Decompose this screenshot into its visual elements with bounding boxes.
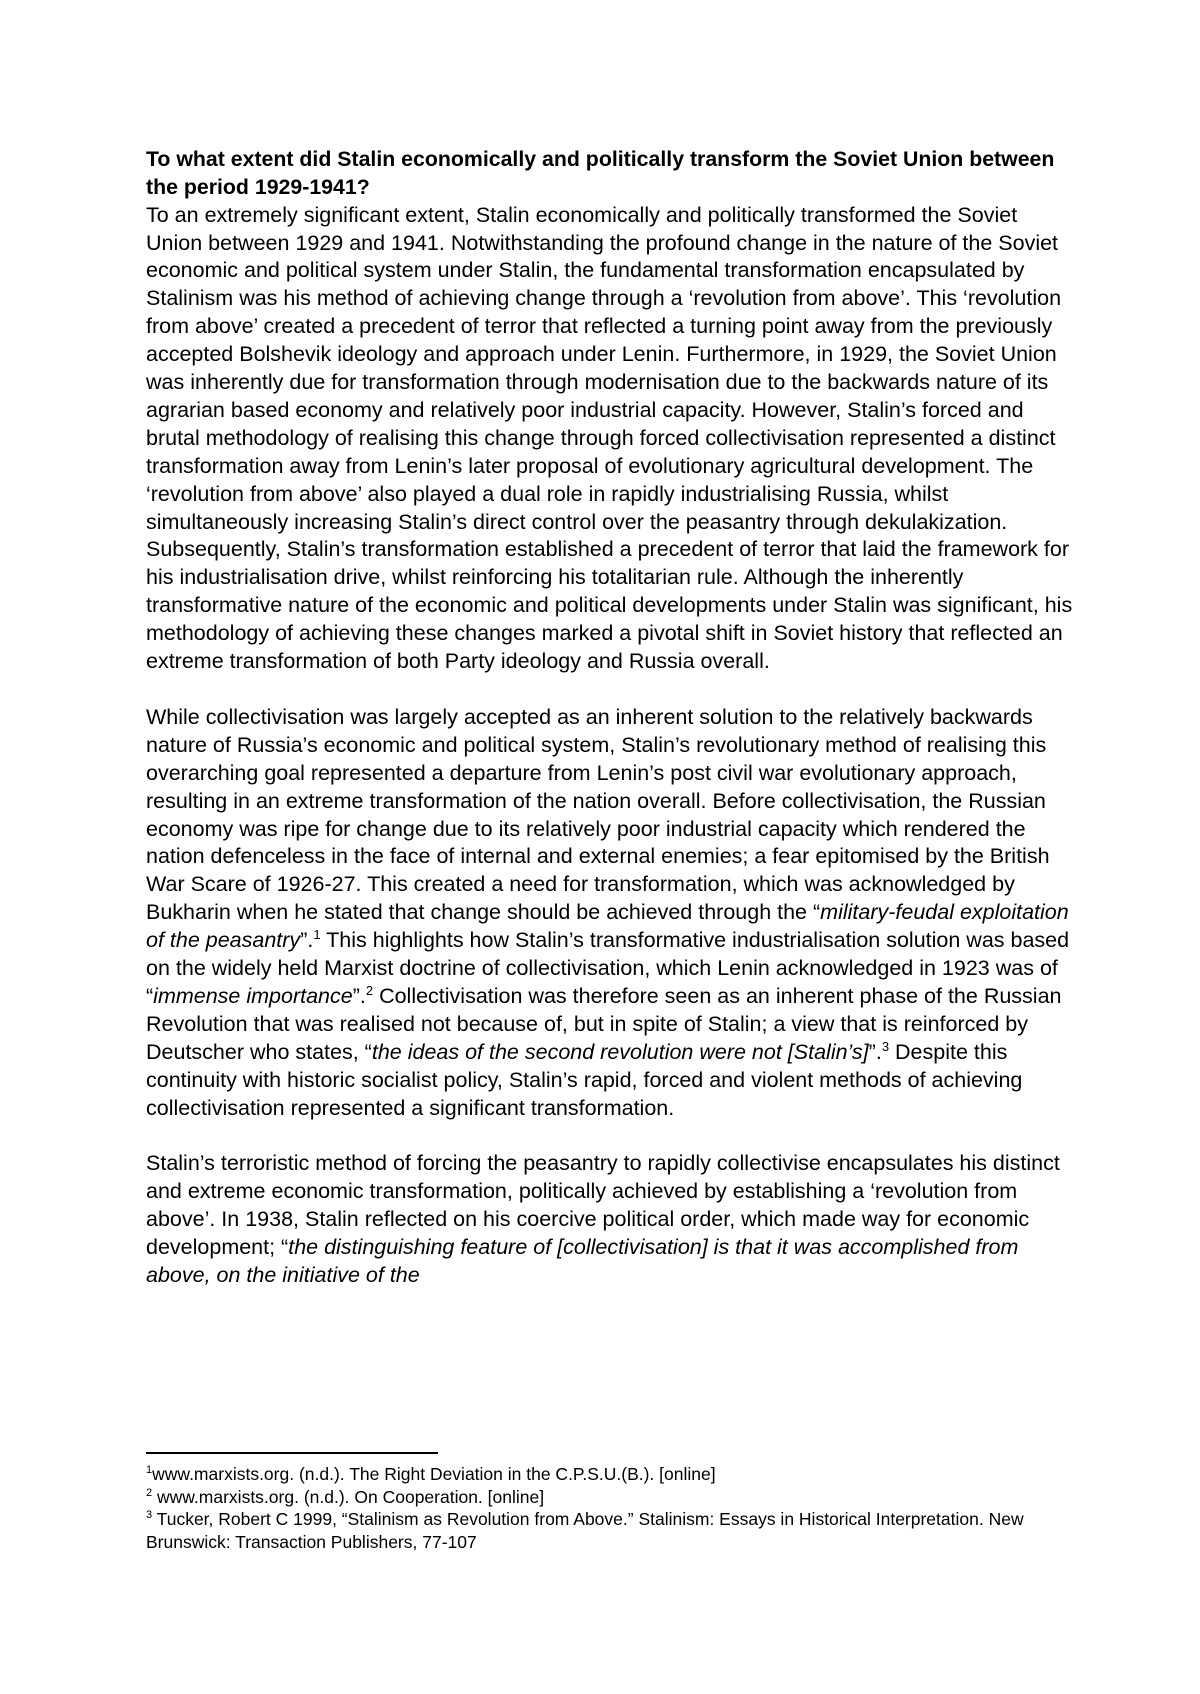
paragraph-text: Collectivisation was therefore seen as an inherent phase of the Russian Revolution that was realised not because of, but in spite of Stalin; a view that is reinforced by Deutscher who states, “ xyxy=(146,983,1062,1064)
footnote-number: 2 xyxy=(146,1486,153,1499)
paragraph-collectivisation xyxy=(146,704,1076,1123)
footnote-text: Tucker, Robert C 1999, “Stalinism as Revolution from Above.” Stalinism: Essays in Historical Interpretation. New Brunswick: Transaction Publishers, 77-107 xyxy=(146,1509,1024,1552)
footnote-1 xyxy=(146,1463,1076,1486)
paragraph-text: ”. xyxy=(352,983,366,1008)
quote-deutscher: the ideas of the second revolution were not [Stalin’s] xyxy=(371,1039,869,1064)
paragraph-spacer xyxy=(146,1122,1076,1150)
footnote-number: 3 xyxy=(146,1509,153,1522)
paragraph-text: This highlights how Stalin’s transformative industrialisation solution was based on the widely held Marxist doctrine of collectivisation, which Lenin acknowledged in 1923 was of “ xyxy=(146,928,1070,1008)
paragraph-intro: To an extremely significant extent, Stalin economically and politically transformed the Soviet Union between 1929 and 1941. Notwithstanding the profound change in the nature of the Soviet economic and political system under Stalin, the fundamental transformation encapsulated by Stalinism was his method of achieving change through a ‘revolution from above’. This ‘revolution from above’ created a precedent of terror that reflected a turning point away from the previously accepted Bolshevik ideology and approach under Lenin. Furthermore, in 1929, the Soviet Union was inherently due for transformation through modernisation due to the backwards nature of its agrarian based economy and relatively poor industrial capacity. However, Stalin’s forced and brutal methodology of realising this change through forced collectivisation represented a distinct transformation away from Lenin’s later proposal of evolutionary agricultural development. The ‘revolution from above’ also played a dual role in rapidly industrialising Russia, whilst simultaneously increasing Stalin’s direct control over the peasantry through dekulakization. Subsequently, Stalin’s transformation established a precedent of terror that laid the framework for his industrialisation drive, whilst reinforcing his totalitarian rule. Although the inherently transformative nature of the economic and political developments under Stalin was significant, his methodology of achieving these changes marked a pivotal shift in Soviet history that reflected an extreme transformation of both Party ideology and Russia overall. xyxy=(146,202,1073,674)
footnote-separator xyxy=(146,1452,438,1454)
paragraph-spacer xyxy=(146,676,1076,704)
footnote-2 xyxy=(146,1486,1076,1509)
paragraph-text: ”. xyxy=(868,1039,882,1064)
footnotes xyxy=(146,1463,1076,1553)
quote-bukharin: military-feudal exploitation of the peasantry xyxy=(146,900,1069,953)
footnote-ref-3: 3 xyxy=(881,1038,890,1054)
essay-title: To what extent did Stalin economically and politically transform the Soviet Union between the period 1929-1941? xyxy=(146,147,1055,199)
footnote-3 xyxy=(146,1508,1076,1553)
footnote-number: 1 xyxy=(146,1464,153,1477)
paragraph-text: Despite this continuity with historic socialist policy, Stalin’s rapid, forced and violent methods of achieving collectivisation represented a significant transformation. xyxy=(146,1039,1023,1120)
essay-body xyxy=(146,146,1076,1290)
paragraph-text: While collectivisation was largely accepted as an inherent solution to the relatively backwards nature of Russia’s economic and political system, Stalin’s revolutionary method of realising this overarching goal represented a departure from Lenin’s post civil war evolutionary approach, resulting in an extreme transformation of the nation overall. Before collectivisation, the Russian economy was ripe for change due to its relatively poor industrial capacity which rendered the nation defenceless in the face of internal and external enemies; a fear epitomised by the British War Scare of 1926-27. This created a need for transformation, which was acknowledged by Bukharin when he stated that change should be achieved through the “ xyxy=(146,704,1050,925)
quote-stalin: the distinguishing feature of [collectivisation] is that it was accomplished from above, on the initiative of the xyxy=(146,1235,1019,1287)
footnote-ref-2: 2 xyxy=(365,982,374,998)
paragraph-text: ”. xyxy=(300,928,314,953)
footnote-ref-1: 1 xyxy=(313,926,321,942)
quote-lenin: immense importance xyxy=(153,983,353,1008)
paragraph-terror xyxy=(146,1150,1076,1290)
footnote-text: www.marxists.org. (n.d.). On Cooperation. [online] xyxy=(152,1486,545,1507)
footnote-text: www.marxists.org. (n.d.). The Right Deviation in the C.P.S.U.(B.). [online] xyxy=(152,1464,716,1484)
paragraph-text: Stalin’s terroristic method of forcing the peasantry to rapidly collectivise encapsulates his distinct and extreme economic transformation, politically achieved by establishing a ‘revolution from above’. In 1938, Stalin reflected on his coercive political order, which made way for economic development; “ xyxy=(146,1151,1060,1260)
